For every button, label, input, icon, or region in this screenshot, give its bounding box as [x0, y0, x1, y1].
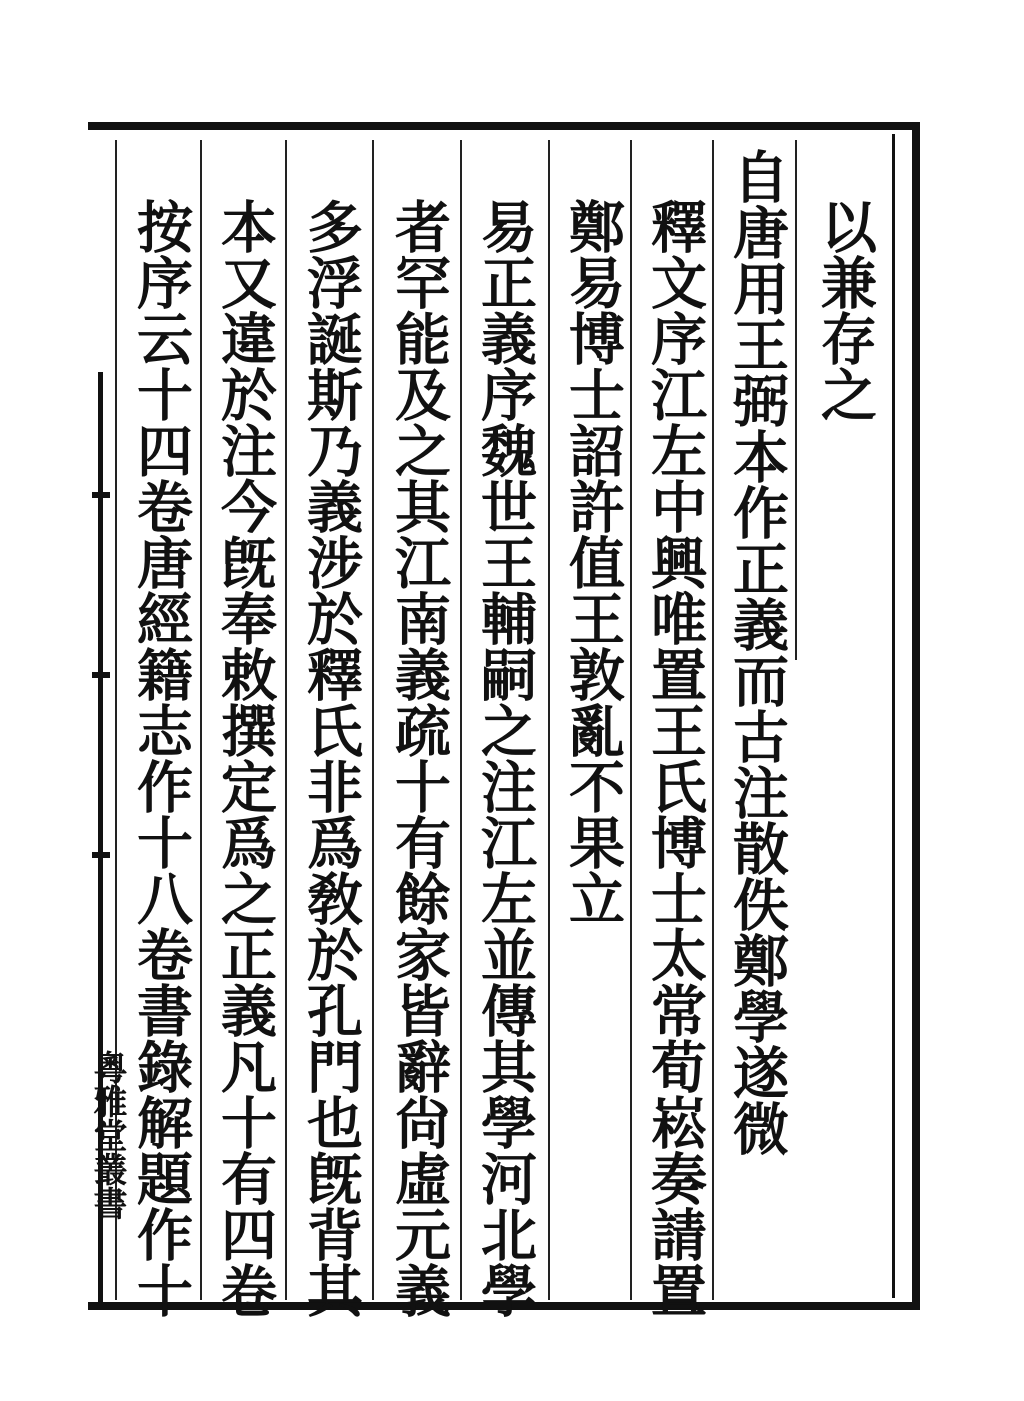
text-column-2: 自唐用王弼本作正義而古注散佚鄭學遂微	[724, 148, 790, 1156]
column-divider	[372, 140, 374, 1300]
text-column-4: 鄭易博士詔許值王敦亂不果立	[560, 198, 626, 926]
text-column-1: 以兼存之	[812, 198, 878, 422]
text-column-9: 按序云十四卷唐經籍志作十八卷書錄解題作十	[128, 198, 194, 1318]
text-column-7: 多浮誕斯乃義涉於釋氏非爲敎於孔門也旣背其	[298, 198, 364, 1318]
publisher-mark: 粵雅堂叢書	[87, 1050, 127, 1220]
column-divider	[630, 140, 632, 1300]
column-divider	[285, 140, 287, 1300]
text-column-6: 者罕能及之其江南義疏十有餘家皆辭尙虛元義	[386, 198, 452, 1318]
column-divider	[795, 140, 797, 660]
column-divider	[200, 140, 202, 1300]
text-column-3: 釋文序江左中興唯置王氏博士太常荀崧奏請置	[642, 198, 708, 1318]
column-divider	[712, 140, 714, 1300]
column-divider	[460, 140, 462, 1300]
column-divider	[548, 140, 550, 1300]
frame-inner-rule	[892, 134, 895, 1298]
text-column-8: 本又違於注今旣奉敕撰定爲之正義凡十有四卷	[212, 198, 278, 1318]
text-column-5: 易正義序魏世王輔嗣之注江左並傳其學河北學	[472, 198, 538, 1318]
